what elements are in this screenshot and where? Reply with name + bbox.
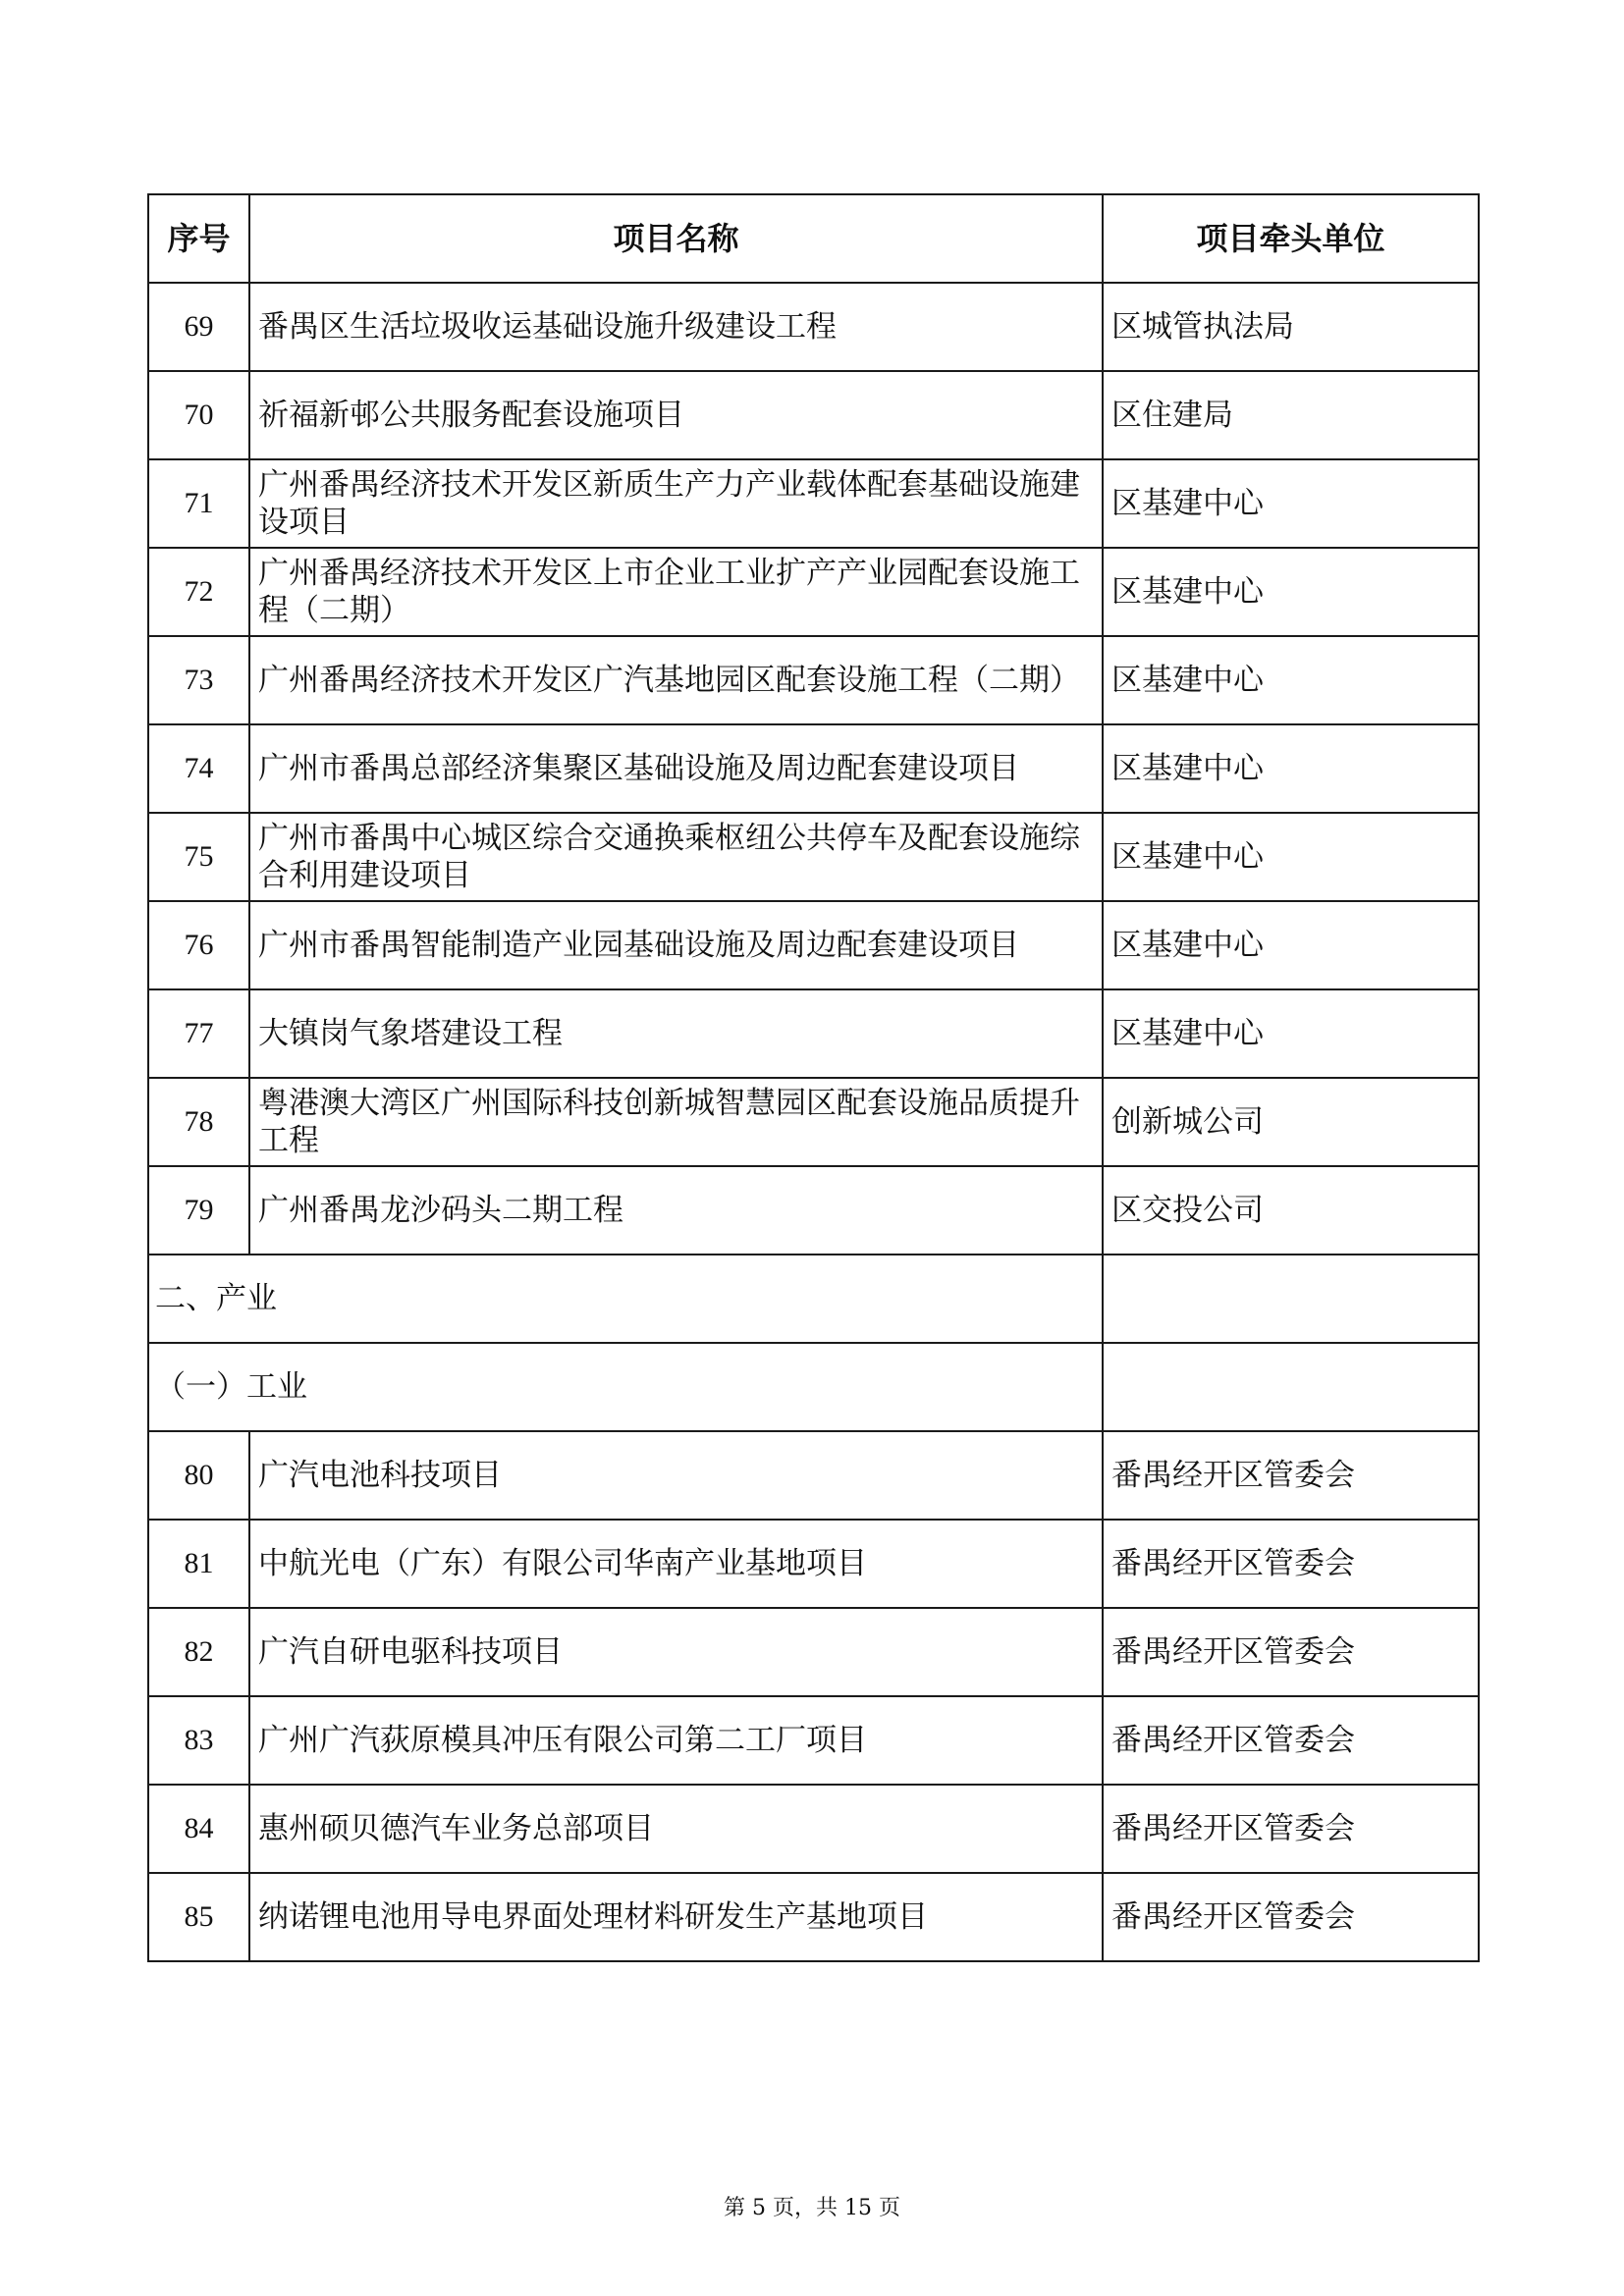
row-lead-unit: 创新城公司 — [1103, 1078, 1479, 1166]
row-number: 73 — [148, 636, 249, 724]
subsection-empty-cell — [1103, 1343, 1479, 1431]
subsection-title: （一）工业 — [148, 1343, 1103, 1431]
row-number: 83 — [148, 1696, 249, 1785]
row-number: 81 — [148, 1520, 249, 1608]
row-number: 77 — [148, 989, 249, 1078]
row-lead-unit: 区住建局 — [1103, 371, 1479, 459]
row-number: 78 — [148, 1078, 249, 1166]
row-lead-unit: 区基建中心 — [1103, 989, 1479, 1078]
row-number: 85 — [148, 1873, 249, 1961]
header-lead-unit: 项目牵头单位 — [1103, 194, 1479, 283]
row-lead-unit: 番禺经开区管委会 — [1103, 1696, 1479, 1785]
table-row — [148, 636, 1479, 724]
row-project-name: 广州番禺经济技术开发区上市企业工业扩产产业园配套设施工程（二期） — [249, 548, 1103, 636]
section-title: 二、产业 — [148, 1255, 1103, 1343]
row-project-name: 大镇岗气象塔建设工程 — [249, 989, 1103, 1078]
row-project-name: 广州市番禺智能制造产业园基础设施及周边配套建设项目 — [249, 901, 1103, 989]
table-row — [148, 1520, 1479, 1608]
row-number: 80 — [148, 1431, 249, 1520]
row-number: 71 — [148, 459, 249, 548]
row-lead-unit: 区基建中心 — [1103, 724, 1479, 813]
table-row — [148, 1431, 1479, 1520]
row-lead-unit: 区基建中心 — [1103, 548, 1479, 636]
row-lead-unit: 番禺经开区管委会 — [1103, 1608, 1479, 1696]
row-number: 82 — [148, 1608, 249, 1696]
row-lead-unit: 番禺经开区管委会 — [1103, 1520, 1479, 1608]
row-number: 79 — [148, 1166, 249, 1255]
table-row — [148, 283, 1479, 371]
subsection-row — [148, 1343, 1479, 1431]
row-project-name: 广州广汽荻原模具冲压有限公司第二工厂项目 — [249, 1696, 1103, 1785]
table-row — [148, 989, 1479, 1078]
row-lead-unit: 区基建中心 — [1103, 636, 1479, 724]
row-number: 76 — [148, 901, 249, 989]
row-lead-unit: 区基建中心 — [1103, 459, 1479, 548]
row-project-name: 祈福新邨公共服务配套设施项目 — [249, 371, 1103, 459]
row-number: 70 — [148, 371, 249, 459]
row-lead-unit: 区基建中心 — [1103, 813, 1479, 901]
row-lead-unit: 番禺经开区管委会 — [1103, 1873, 1479, 1961]
row-project-name: 惠州硕贝德汽车业务总部项目 — [249, 1785, 1103, 1873]
row-project-name: 中航光电（广东）有限公司华南产业基地项目 — [249, 1520, 1103, 1608]
row-lead-unit: 区基建中心 — [1103, 901, 1479, 989]
header-project-name: 项目名称 — [249, 194, 1103, 283]
row-project-name: 广汽自研电驱科技项目 — [249, 1608, 1103, 1696]
table-row — [148, 901, 1479, 989]
row-number: 74 — [148, 724, 249, 813]
page-footer: 第 5 页，共 15 页 — [724, 2196, 900, 2220]
table-row — [148, 1873, 1479, 1961]
table-row — [148, 371, 1479, 459]
row-lead-unit: 番禺经开区管委会 — [1103, 1785, 1479, 1873]
table-row — [148, 1078, 1479, 1166]
header-serial-number: 序号 — [148, 194, 249, 283]
table-row — [148, 1785, 1479, 1873]
row-number: 84 — [148, 1785, 249, 1873]
row-lead-unit: 区交投公司 — [1103, 1166, 1479, 1255]
row-number: 72 — [148, 548, 249, 636]
project-table — [147, 193, 1480, 1962]
table-row — [148, 1608, 1479, 1696]
row-project-name: 广州市番禺总部经济集聚区基础设施及周边配套建设项目 — [249, 724, 1103, 813]
row-project-name: 番禺区生活垃圾收运基础设施升级建设工程 — [249, 283, 1103, 371]
row-project-name: 广州番禺经济技术开发区广汽基地园区配套设施工程（二期） — [249, 636, 1103, 724]
table-row — [148, 459, 1479, 548]
row-project-name: 广州番禺经济技术开发区新质生产力产业载体配套基础设施建设项目 — [249, 459, 1103, 548]
row-number: 75 — [148, 813, 249, 901]
row-number: 69 — [148, 283, 249, 371]
row-project-name: 广州番禺龙沙码头二期工程 — [249, 1166, 1103, 1255]
row-lead-unit: 番禺经开区管委会 — [1103, 1431, 1479, 1520]
row-project-name: 纳诺锂电池用导电界面处理材料研发生产基地项目 — [249, 1873, 1103, 1961]
table-row — [148, 724, 1479, 813]
section-row — [148, 1255, 1479, 1343]
table-row — [148, 548, 1479, 636]
table-row — [148, 813, 1479, 901]
row-project-name: 广州市番禺中心城区综合交通换乘枢纽公共停车及配套设施综合利用建设项目 — [249, 813, 1103, 901]
row-project-name: 广汽电池科技项目 — [249, 1431, 1103, 1520]
table-row — [148, 1696, 1479, 1785]
row-project-name: 粤港澳大湾区广州国际科技创新城智慧园区配套设施品质提升工程 — [249, 1078, 1103, 1166]
section-empty-cell — [1103, 1255, 1479, 1343]
table-row — [148, 1166, 1479, 1255]
table-header-row — [148, 194, 1479, 283]
row-lead-unit: 区城管执法局 — [1103, 283, 1479, 371]
